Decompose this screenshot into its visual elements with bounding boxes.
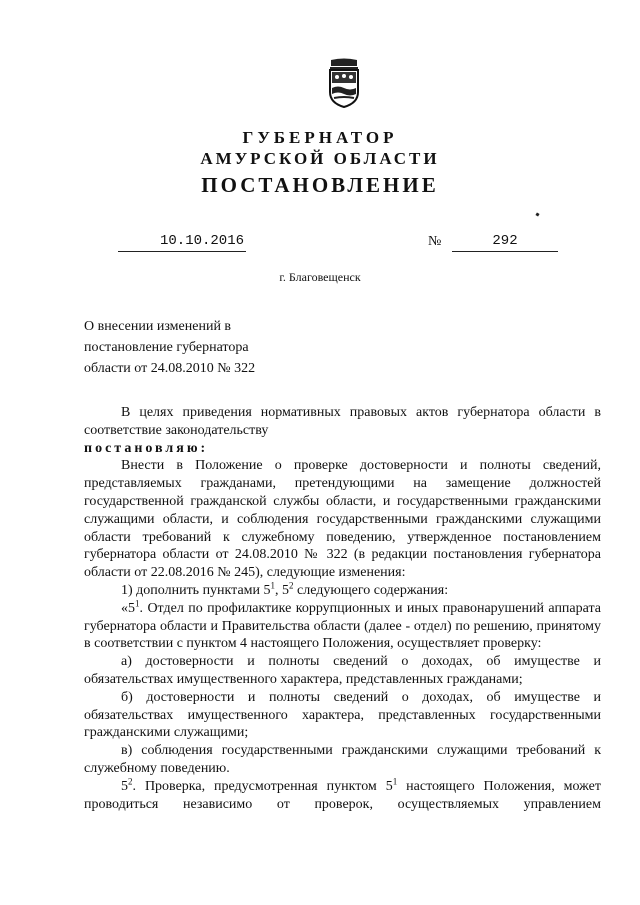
paragraph-a: а) достоверности и полноты сведений о доходах, об имуществе и обязательствах имущественного характера, представленных гражданами; xyxy=(84,654,601,687)
paragraph-amendment: Внести в Положение о проверке достоверности и полноты сведений, представляемых гражданами, претендующими на замещение должностей государственной гражданской службы области, и государственными гражданскими служащими области, и соблюдения государственными гражданскими служащими области требований к служебному поведению, утвержденное постановлением губернатора области от 24.08.2010 № 322 (в редакции постановления губернатора области от 22.08.2016 № 245), следующие изменения: xyxy=(84,458,601,581)
paragraph-preamble: В целях приведения нормативных правовых актов губернатора области в соответствие законодательству xyxy=(84,405,601,438)
title-line: области от 24.08.2010 № 322 xyxy=(84,361,256,376)
title-line: О внесении изменений в xyxy=(84,319,232,334)
document-number: 292 xyxy=(492,233,518,249)
stray-mark xyxy=(535,212,539,216)
header-decree: ПОСТАНОВЛЕНИЕ xyxy=(201,173,439,197)
paragraph-c: в) соблюдения государственными гражданскими служащими требований к служебному поведению. xyxy=(84,743,601,776)
paragraph-5-2: $5^2$. Проверка, предусмотренная пунктом $5^1$ настоящего Положения, может проводиться независимо от проверок, осуществляемых управлением xyxy=(84,776,601,812)
number-underline xyxy=(452,251,558,252)
paragraph-item-1: 1) дополнить пунктами $5^1$, $5^2$ следующего содержания: xyxy=(121,580,449,598)
paragraph-b: б) достоверности и полноты сведений о доходах, об имуществе и обязательствах имущественного характера, представленных государственными гражданскими служащими; xyxy=(84,689,601,741)
coat-of-arms-icon xyxy=(327,58,361,108)
decree-word: постановляю: xyxy=(84,440,209,456)
title-line: постановление губернатора xyxy=(84,340,249,355)
date-underline xyxy=(118,251,246,252)
document-city: г. Благовещенск xyxy=(279,270,361,284)
document-body xyxy=(84,404,601,813)
number-sign: № xyxy=(428,234,442,249)
document-date: 10.10.2016 xyxy=(159,233,244,249)
paragraph-5-1: «$5^1$. Отдел по профилактике коррупционных и иных правонарушений аппарата губернатора области и Правительства области (далее - отдел) по решению, принятому в соответствии с пунктом 4 настоящего Положения, осуществляет проверку: xyxy=(84,598,601,652)
header-region: АМУРСКОЙ ОБЛАСТИ xyxy=(200,149,440,168)
header-governor: ГУБЕРНАТОР xyxy=(242,128,398,147)
document-title xyxy=(84,316,255,379)
